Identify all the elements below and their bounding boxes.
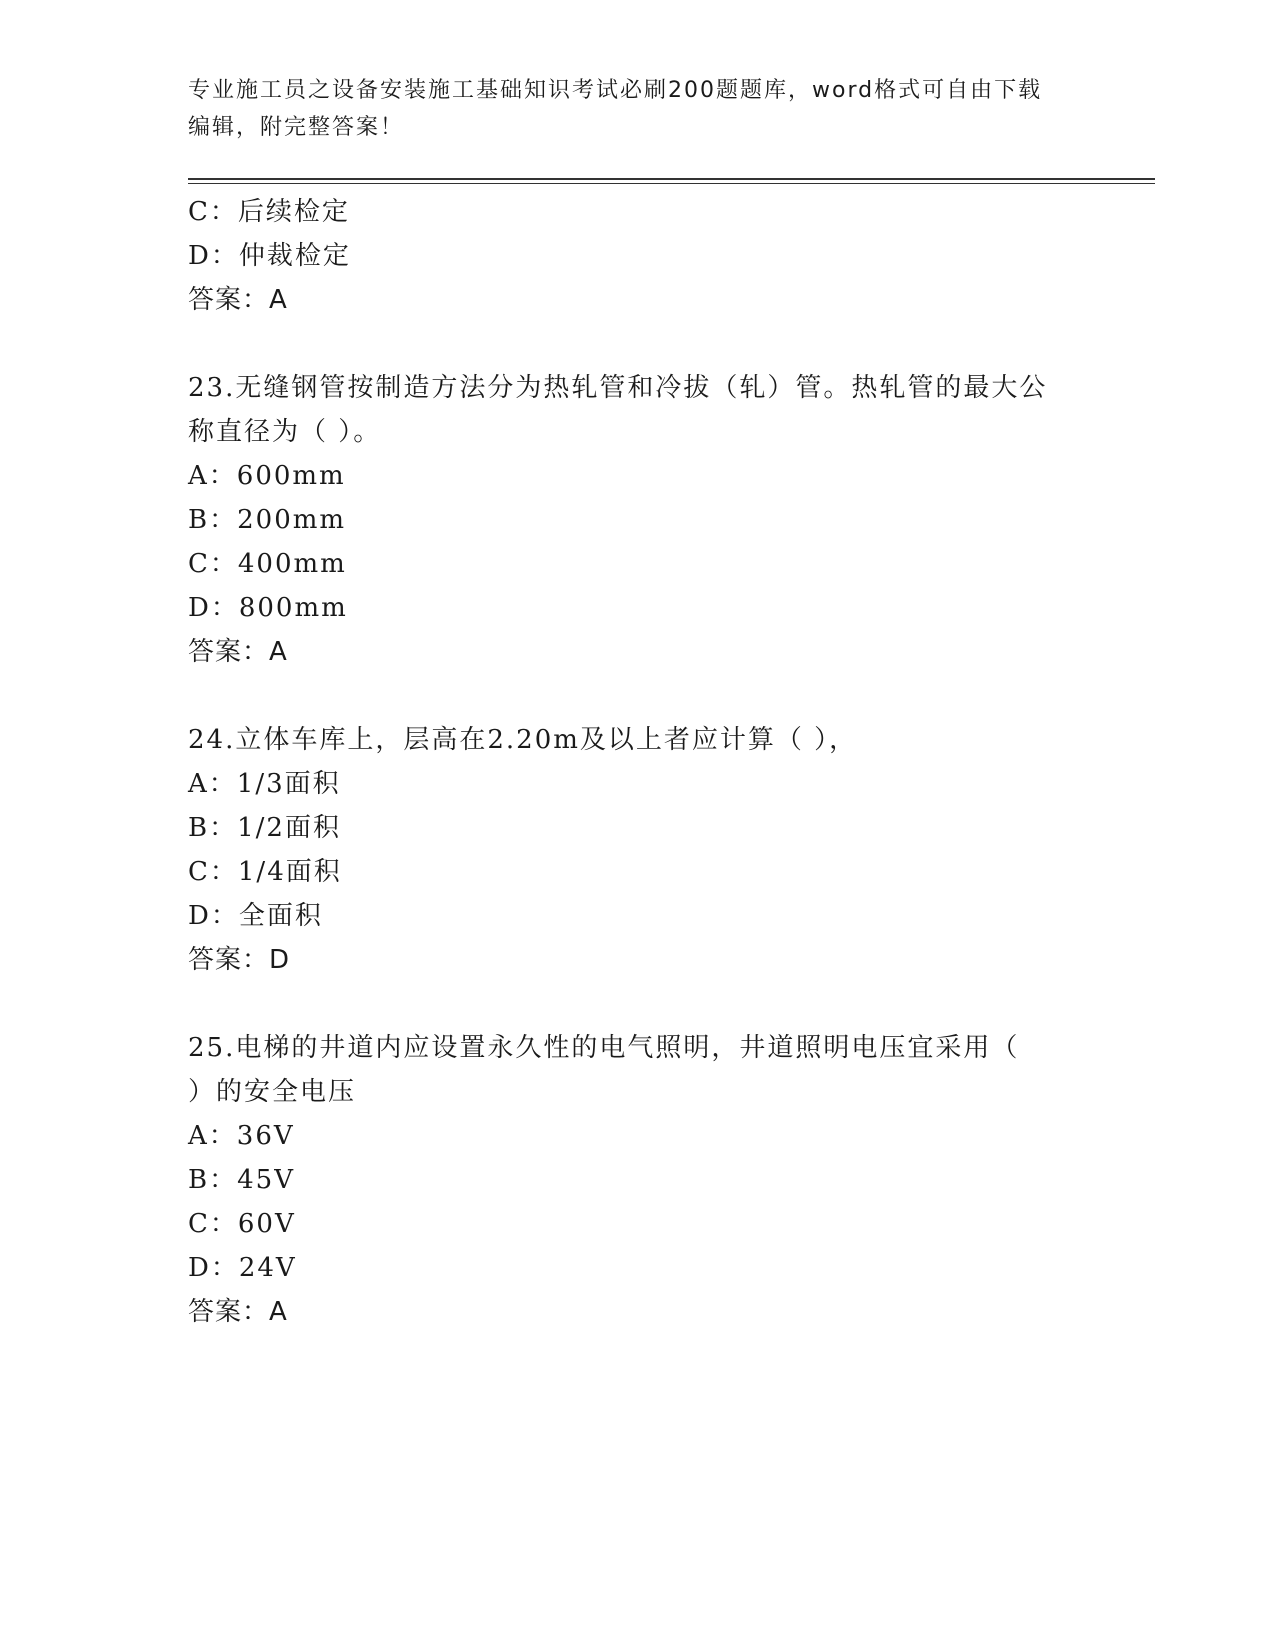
option-c: C：后续检定 <box>188 197 350 227</box>
option-c: C：60V <box>188 1209 296 1239</box>
option-d: D：800mm <box>188 593 348 623</box>
question-23-text: 23.无缝钢管按制造方法分为热轧管和冷拔（轧）管。热轧管的最大公 <box>188 373 1048 403</box>
option-a: A：1/3面积 <box>188 769 341 799</box>
option-a: A：600mm <box>188 461 346 491</box>
header-divider-thin <box>188 183 1155 184</box>
question-25-text-cont: ）的安全电压 <box>188 1077 357 1107</box>
option-d: D：全面积 <box>188 901 323 931</box>
question-24-text: 24.立体车库上，层高在2.20m及以上者应计算（ ）， <box>188 725 858 755</box>
header-divider-thick <box>188 178 1155 180</box>
answer-line: 答案：D <box>188 945 291 975</box>
option-a: A：36V <box>188 1121 295 1151</box>
header-line-1: 专业施工员之设备安装施工基础知识考试必刷200题题库，word格式可自由下载 <box>188 78 1043 103</box>
question-25-text: 25.电梯的井道内应设置永久性的电气照明，井道照明电压宜采用（ <box>188 1033 1020 1063</box>
option-d: D：24V <box>188 1253 297 1283</box>
option-d: D：仲裁检定 <box>188 241 351 271</box>
header-line-2: 编辑，附完整答案！ <box>188 115 405 140</box>
answer-line: 答案：A <box>188 1297 288 1327</box>
answer-line: 答案：A <box>188 285 288 315</box>
option-b: B：200mm <box>188 505 347 535</box>
option-c: C：1/4面积 <box>188 857 342 887</box>
option-b: B：1/2面积 <box>188 813 341 843</box>
answer-line: 答案：A <box>188 637 288 667</box>
question-23-text-cont: 称直径为（ ）。 <box>188 417 382 447</box>
document-header <box>188 72 1088 146</box>
option-c: C：400mm <box>188 549 347 579</box>
option-b: B：45V <box>188 1165 295 1195</box>
